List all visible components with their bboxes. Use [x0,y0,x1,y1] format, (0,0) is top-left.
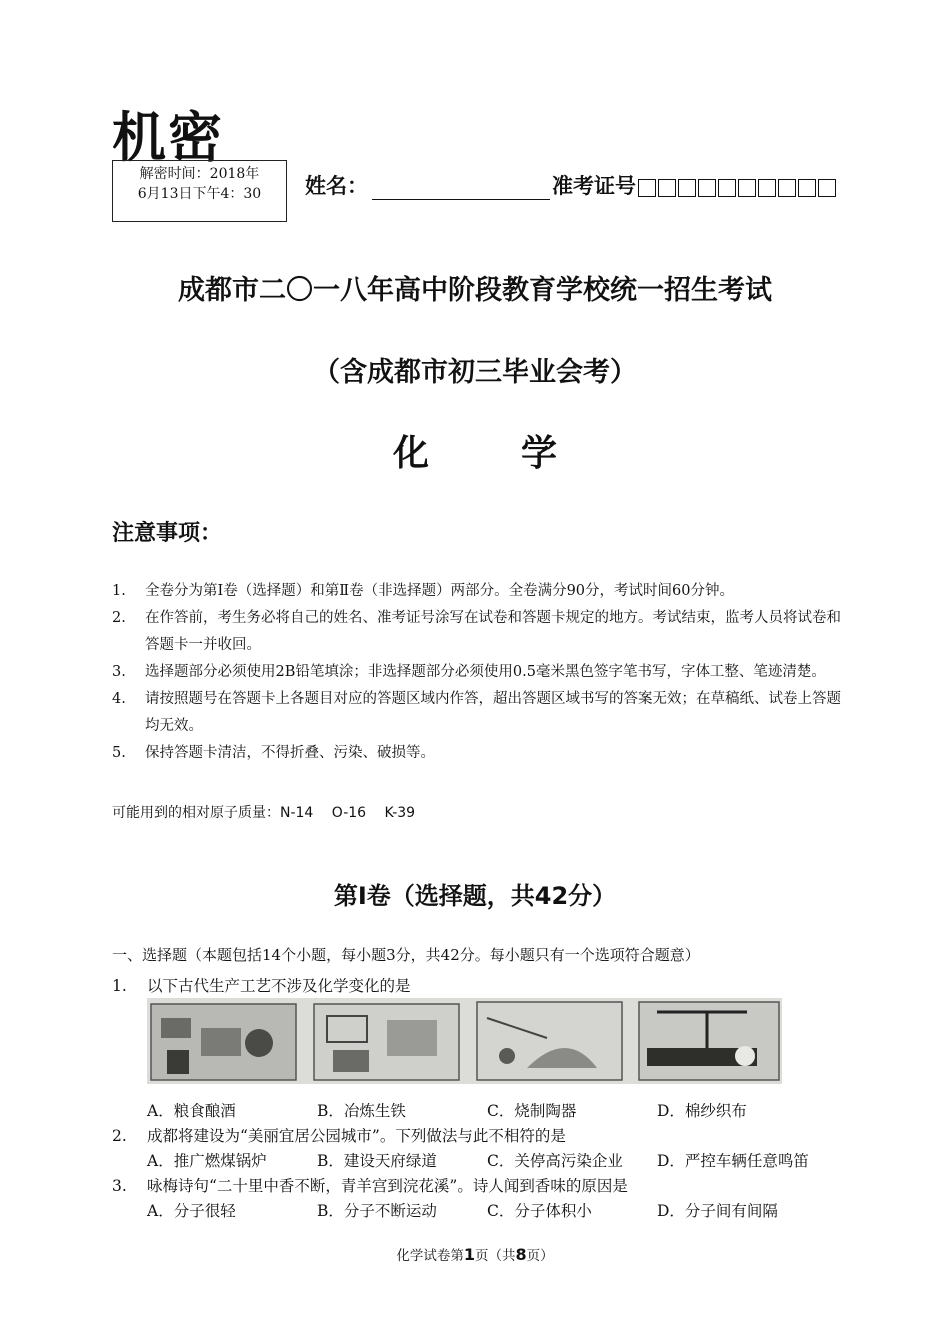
confidential-mark: 机密 [112,106,224,169]
subject-char-1: 化 [392,433,429,474]
option-d[interactable]: D．严控车辆任意鸣笛 [657,1152,809,1170]
craft-image-smelting [314,1004,459,1080]
id-box[interactable] [778,179,796,197]
craft-image-brewing [151,1004,296,1080]
option-a[interactable]: A．粮食酿酒 [147,1102,236,1120]
id-box[interactable] [738,179,756,197]
option-c[interactable]: C．烧制陶器 [487,1102,577,1120]
question-text: 成都将建设为“美丽宜居公园城市”。下列做法与此不相符的是 [147,1127,566,1145]
section-heading [112,944,700,965]
note-item [112,578,842,605]
question-3-options [147,1199,827,1221]
candidate-info-row [305,170,838,200]
option-b[interactable]: B．分子不断运动 [317,1202,437,1220]
notes-list [112,578,842,767]
question-number: 2. [112,1127,127,1145]
id-box[interactable] [818,179,836,197]
note-text: 保持答题卡清洁，不得折叠、污染、破损等。 [145,745,435,761]
note-number: 5. [112,745,126,761]
decrypt-time-box [112,160,287,222]
footer-total-pages: 8 [515,1245,527,1264]
id-box[interactable] [758,179,776,197]
name-field[interactable] [372,181,550,200]
notes-heading: 注意事项： [112,521,223,546]
exam-id-label: 准考证号 [552,174,636,198]
question-number: 1. [112,977,127,995]
id-box[interactable] [638,179,656,197]
option-c[interactable]: C．分子体积小 [487,1202,592,1220]
note-item [112,686,842,740]
option-b[interactable]: B．建设天府绿道 [317,1152,437,1170]
option-b[interactable]: B．冶炼生铁 [317,1102,406,1120]
note-item [112,659,842,686]
id-box[interactable] [718,179,736,197]
decrypt-line-1: 解密时间：2018年 [139,166,260,182]
note-number: 4. [112,691,126,707]
note-text: 选择题部分必须使用2B铅笔填涂；非选择题部分必须使用0.5毫米黑色签字笔书写，字体工整、笔迹清楚。 [145,664,826,680]
exam-title: 成都市二〇一八年高中阶段教育学校统一招生考试 [178,275,772,306]
option-a[interactable]: A．分子很轻 [147,1202,236,1220]
id-box[interactable] [698,179,716,197]
question-2 [112,1124,566,1146]
question-text: 咏梅诗句“二十里中香不断，青羊宫到浣花溪”。诗人闻到香味的原因是 [147,1177,628,1195]
id-box[interactable] [798,179,816,197]
question-1-options [147,1099,827,1121]
exam-subtitle: （含成都市初三毕业会考） [313,357,637,388]
craft-image-pottery [477,1002,622,1080]
note-number: 3. [112,664,126,680]
question-text: 以下古代生产工艺不涉及化学变化的是 [147,977,411,995]
craft-image-weaving [639,1002,779,1080]
note-number: 1. [112,583,126,599]
question-2-options [147,1149,827,1171]
section-description: （本题包括14个小题，每小题3分，共42分。每小题只有一个选项符合题意） [187,946,700,964]
page-footer [0,1244,950,1264]
note-item [112,740,842,767]
part1-heading: 第Ⅰ卷（选择题，共42分） [333,882,617,910]
id-box[interactable] [658,179,676,197]
note-text: 在作答前，考生务必将自己的姓名、准考证号涂写在试卷和答题卡规定的地方。考试结束，监考人员将试卷和答题卡一并收回。 [145,610,841,653]
footer-page-number: 1 [463,1245,475,1264]
name-label: 姓名： [305,174,368,198]
question-number: 3. [112,1177,127,1195]
option-a[interactable]: A．推广燃煤锅炉 [147,1152,267,1170]
subject-title [0,425,950,476]
option-c[interactable]: C．关停高污染企业 [487,1152,623,1170]
note-item [112,605,842,659]
footer-suffix: 页） [526,1248,554,1264]
note-text: 全卷分为第Ⅰ卷（选择题）和第Ⅱ卷（非选择题）两部分。全卷满分90分，考试时间60分钟。 [145,583,734,599]
footer-middle: 页（共 [475,1248,516,1264]
footer-prefix: 化学试卷第 [396,1248,464,1264]
exam-id-boxes[interactable] [638,175,838,199]
ancient-crafts-illustrations [147,998,782,1084]
question-3 [112,1174,628,1196]
note-text: 请按照题号在答题卡上各题目对应的答题区域内作答，超出答题区域书写的答案无效；在草稿纸、试卷上答题均无效。 [145,691,841,734]
option-d[interactable]: D．棉纱织布 [657,1102,747,1120]
decrypt-line-2: 6月13日下午4：30 [137,186,262,202]
atomic-mass-note: 可能用到的相对原子质量：N-14 O-16 K-39 [112,805,416,821]
note-number: 2. [112,610,126,626]
ancient-crafts-image-strip [147,998,782,1084]
question-1 [112,974,411,996]
id-box[interactable] [678,179,696,197]
section-label: 一、选择题 [112,946,188,964]
option-d[interactable]: D．分子间有间隔 [657,1202,778,1220]
subject-char-2: 学 [521,433,558,474]
